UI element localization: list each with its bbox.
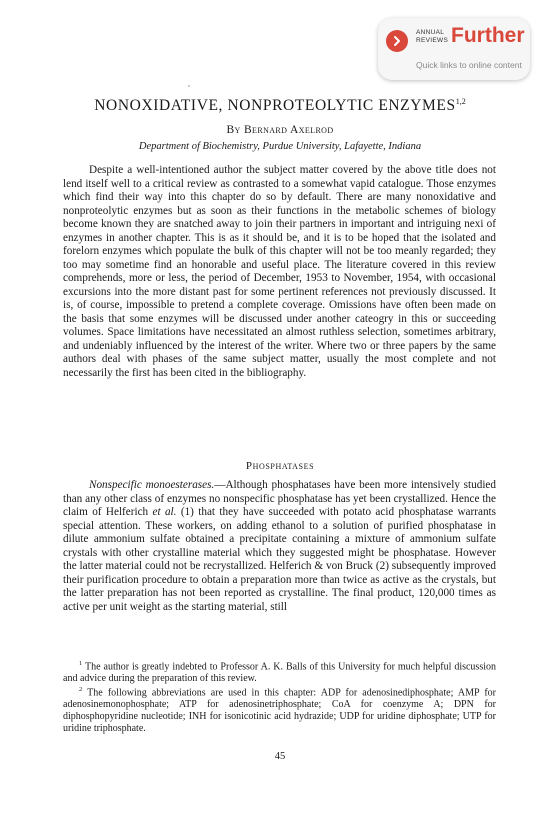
section-heading: Phosphatases <box>245 460 315 472</box>
section-paragraph: Nonspecific monoesterases.—Although phosphatases have been more intensively studied than any other class of enzymes no nonspecific phosphatase has yet been crystallized. Hence the claim of Helferich et al. (1) that they have succeeded with potato acid phosphatase warrants special attention. These workers, on adding ethanol to a solution of purified phosphatase in dilute ammonium sulfate obtained a precipitate containing a mixture of ammonium sulfate crystals with other crystalline material which they suggested might be phosphatase. However the latter material could not be recrystallized. Helferich & von Bruck (2) subsequently improved their purification procedure to obtain a preparation more than twice as active as the crystals, but the latter preparation has not been reported as crystalline. The final product, 120,000 times as active per unit weight as the starting material, still <box>63 479 496 613</box>
author-affiliation: Department of Biochemistry, Purdue University, Lafayette, Indiana <box>138 141 422 152</box>
article-title: NONOXIDATIVE, NONPROTEOLYTIC ENZYMES$^{1,2}$ <box>94 97 466 115</box>
subsection-lead-in: Nonspecific monoesterases. <box>89 479 215 491</box>
annual-reviews-logo-text: ANNUAL REVIEWS <box>416 29 449 44</box>
footnote-2: $^2$ The following abbreviations are used in this chapter: ADP for adenosinediphosphate; AMP for adenosinemonophosphate; ATP for adenosinetriphosphate; CoA for coenzyme A; DPN for diphosphopyridine nucleotide; INH for isonicotinic acid hydrazide; UDP for uridine diphosphate; UTP for uridine triphosphate. <box>63 686 496 735</box>
quick-links-text: Quick links to online content <box>416 60 522 70</box>
annual-reviews-further-badge[interactable] <box>378 18 530 80</box>
title-footnote-marks: 1,2 <box>455 97 466 106</box>
footnote-1: $^1$ The author is greatly indebted to Professor A. K. Balls of this University for much helpful discussion and advice during the preparation of this review. <box>63 660 496 685</box>
further-logo-text: Further <box>451 24 525 47</box>
arrow-right-icon <box>386 30 408 52</box>
intro-paragraph: Despite a well-intentioned author the subject matter covered by the above title does not lend itself well to a critical review as contrasted to a somewhat vapid catalogue. Those enzymes which find their way into this chapter do so by default. There are many nonoxidative and nonproteolytic enzymes but as soon as their functions in the metabolic schemes of biology become known they are snatched away to join their partners in important and intriguing nexi of enzymes in another chapter. This is as it should be, and it is to be hoped that the isolated and forelorn enzymes which populate the bulk of this chapter will not be too meanly regarded; they too may sometime find an honorable and useful place. The literature covered in this review comprehends, more or less, the period of December, 1953 to November, 1954, with occasional excursions into the more distant past for some pertinent references not previously discussed. It is, of course, impossible to pretend a complete coverage. Omissions have often been made on the basis that some enzymes will be discussed under another cateogry in this or succeeding volumes. Space limitations have necessitated an almost ruthless selection, sometimes arbitrary, and undeniably influenced by the interest of the writer. Where two or three papers by the same authors deal with phases of the same subject matter, usually the most complete and not necessarily the first has been cited in the bibliography. <box>63 164 496 379</box>
page-number: 45 <box>274 751 286 762</box>
author-name: Bernard Axelrod <box>243 124 334 136</box>
author-line: By Bernard Axelrod <box>226 124 334 136</box>
page-speck <box>188 85 190 87</box>
